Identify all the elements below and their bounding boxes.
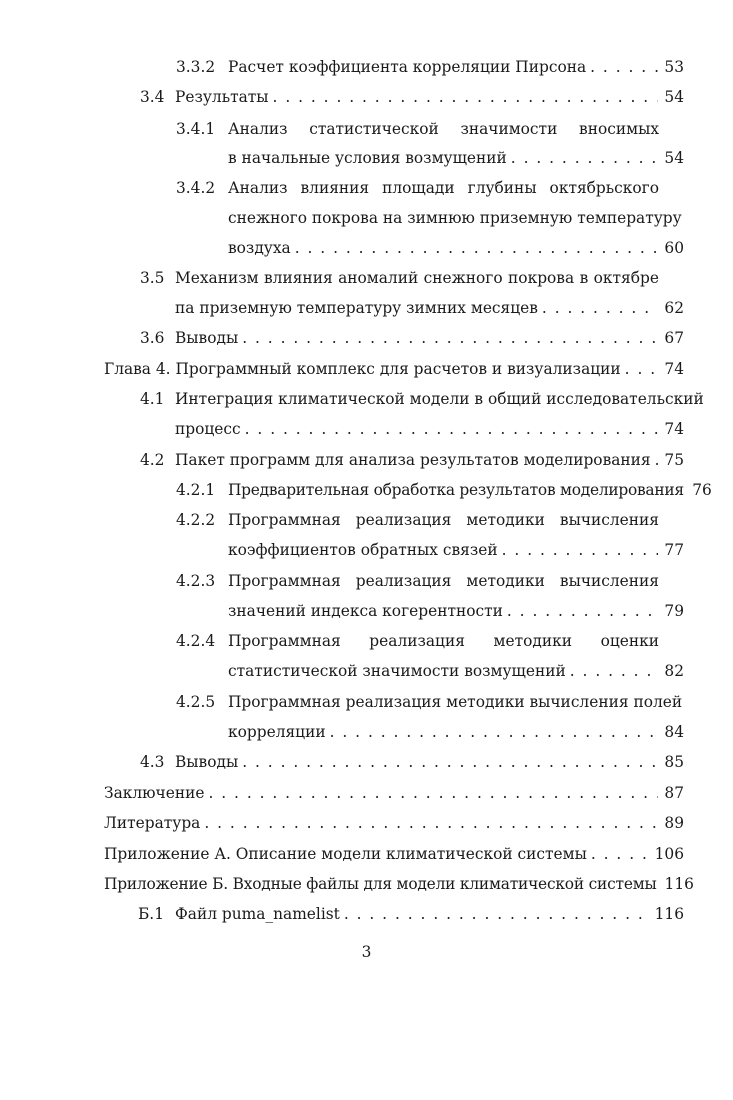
toc-entry-number: 4.2.1 — [176, 481, 216, 499]
toc-entry-number: 3.3.2 — [176, 58, 216, 76]
toc-entry-title: Файл puma_namelist — [175, 905, 340, 923]
toc-entry-number: 4.2.5 — [176, 693, 216, 711]
toc-page-number: 62 — [664, 299, 684, 317]
toc-entry-title-line-2: корреляции — [228, 723, 326, 741]
dot-leader — [242, 323, 658, 353]
toc-entry-title: Заключение — [104, 784, 205, 802]
toc-page-number: 67 — [664, 329, 684, 347]
toc-entry-number: 3.4.1 — [176, 120, 216, 138]
toc-entry-title-line-1: Анализ влияния площади глубины октябрьского — [228, 179, 659, 197]
toc-page-number: 77 — [664, 541, 684, 559]
toc-entry-title-line-2: процесс — [175, 420, 241, 438]
dot-leader — [507, 596, 658, 626]
toc-page-number: 89 — [664, 814, 684, 832]
toc-page-number: 53 — [664, 58, 684, 76]
toc-entry-title: Приложение Б. Входные файлы для модели климатической системы — [104, 875, 657, 893]
toc-entry-number: 4.2.2 — [176, 511, 216, 529]
toc-entry-number: 3.4.2 — [176, 179, 216, 197]
dot-leader — [655, 445, 658, 475]
dot-leader — [330, 717, 658, 747]
toc-entry-number: 3.6 — [140, 329, 165, 347]
toc-entry-number: 4.2.4 — [176, 632, 216, 650]
toc-entry-title: Выводы — [175, 329, 239, 347]
toc-entry-title-line-1: Программная реализация методики вычисления — [228, 572, 659, 590]
page-number: 3 — [361, 943, 372, 961]
toc-page-number: 74 — [664, 360, 684, 378]
dot-leader — [204, 808, 658, 838]
toc-page-number: 84 — [664, 723, 684, 741]
toc-entry-number: 4.3 — [140, 753, 165, 771]
dot-leader — [542, 293, 658, 323]
toc-entry-title-line-1: Интеграция климатической модели в общий исследовательский — [175, 390, 704, 408]
toc-entry-title-line-2: снежного покрова на зимнюю приземную температуру — [228, 209, 682, 227]
dot-leader — [245, 414, 658, 444]
dot-leader — [502, 535, 658, 565]
toc-entry-title-line-2: коэффициентов обратных связей — [228, 541, 498, 559]
toc-entry-number: 4.1 — [140, 390, 165, 408]
dot-leader — [590, 52, 658, 82]
dot-leader — [511, 143, 658, 173]
toc-entry-number: 4.2 — [140, 451, 165, 469]
dot-leader — [344, 899, 651, 929]
toc-entry-title-line-1: Механизм влияния аномалий снежного покрова в октябре — [175, 269, 659, 287]
toc-entry-title-line-1: Программная реализация методики оценки — [228, 632, 659, 650]
toc-entry-title: Приложение А. Описание модели климатической системы — [104, 845, 587, 863]
dot-leader — [625, 354, 658, 384]
toc-entry-number: 3.4 — [140, 88, 165, 106]
toc-entry-title: Результаты — [175, 88, 269, 106]
toc-page-number: 54 — [664, 149, 684, 167]
toc-page-number: 106 — [654, 845, 684, 863]
toc-page-number: 74 — [664, 420, 684, 438]
toc-page-number: 76 — [692, 481, 712, 499]
toc-page-number: 82 — [664, 662, 684, 680]
toc-page-number: 75 — [664, 451, 684, 469]
dot-leader — [591, 839, 651, 869]
toc-entry-title-line-1: Анализ статистической значимости вносимых — [228, 120, 659, 138]
dot-leader — [273, 82, 658, 112]
toc-entry-title-line-2: в начальные условия возмущений — [228, 149, 507, 167]
toc-page-number: 116 — [664, 875, 694, 893]
toc-entry-title: Глава 4. Программный комплекс для расчетов и визуализации — [104, 360, 621, 378]
toc-page-number: 87 — [664, 784, 684, 802]
toc-entry-title-line-3: воздуха — [228, 239, 291, 257]
toc-entry-title-line-2: значений индекса когерентности — [228, 602, 503, 620]
dot-leader — [208, 778, 658, 808]
toc-entry-title: Расчет коэффициента корреляции Пирсона — [228, 58, 587, 76]
toc-entry-title-line-1: Программная реализация методики вычисления — [228, 511, 659, 529]
toc-entry-title: Литература — [104, 814, 201, 832]
dot-leader — [570, 656, 658, 686]
toc-entry-title-line-1: Программная реализация методики вычисления полей — [228, 693, 683, 711]
toc-entry-title: Пакет программ для анализа результатов моделирования — [175, 451, 651, 469]
toc-entry-number: Б.1 — [138, 905, 164, 923]
toc-page-number: 85 — [664, 753, 684, 771]
toc-entry-title: Предварительная обработка результатов моделирования — [228, 481, 684, 499]
toc-entry-number: 3.5 — [140, 269, 165, 287]
toc-page-number: 116 — [654, 905, 684, 923]
toc-entry-number: 4.2.3 — [176, 572, 216, 590]
toc-entry-title-line-2: па приземную температуру зимних месяцев — [175, 299, 538, 317]
toc-entry-title-line-2: статистической значимости возмущений — [228, 662, 566, 680]
toc-page-number: 60 — [664, 239, 684, 257]
toc-entry-title: Выводы — [175, 753, 239, 771]
toc-page-number: 54 — [664, 88, 684, 106]
toc-page-number: 79 — [664, 602, 684, 620]
dot-leader — [242, 747, 658, 777]
dot-leader — [295, 233, 658, 263]
